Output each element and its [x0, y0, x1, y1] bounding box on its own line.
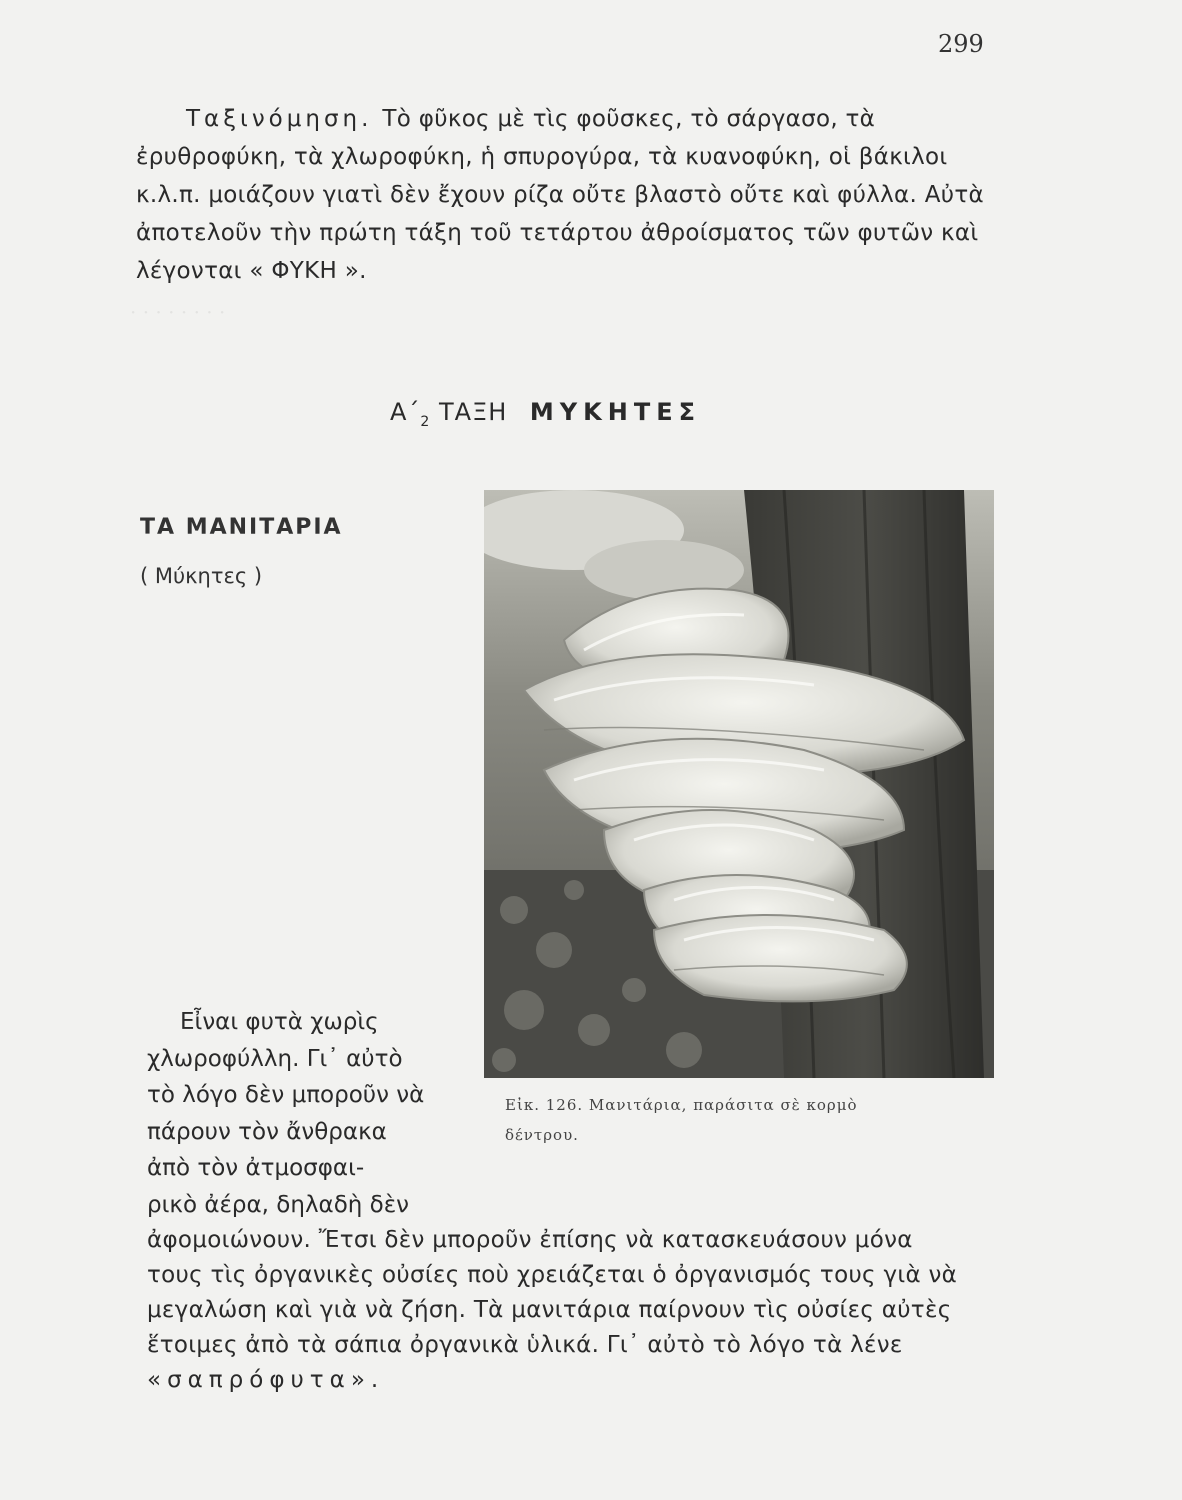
body-line: ρικὸ ἀέρα, δηλαδὴ δὲν [147, 1191, 410, 1218]
body-line: χλωροφύλλη. Γι᾽ αὐτὸ [147, 1045, 403, 1072]
intro-lead: Ταξινόμηση. [186, 106, 373, 132]
topic-subtitle: ( Μύκητες ) [140, 564, 263, 588]
section-name: ΜΥΚΗΤΕΣ [529, 398, 702, 426]
body-line: τους τὶς ὀργανικὲς οὐσίες ποὺ χρειάζεται ὁ ὀργανισμός τους γιὰ νὰ [147, 1262, 958, 1288]
section-taxis: ΤΑΞΗ [438, 398, 508, 426]
page-number: 299 [938, 30, 984, 58]
caption-line-1: Εἰκ. 126. Μανιτάρια, παράσιτα σὲ κορμὸ [505, 1096, 858, 1114]
saprophyte-term: «σαπρόφυτα». [147, 1367, 385, 1393]
show-through-text: · · · · · · · · [130, 300, 226, 324]
body-line: τὸ λόγο δὲν μποροῦν νὰ [147, 1082, 425, 1108]
body-narrow-column [147, 1004, 447, 1223]
figure-caption [505, 1090, 1005, 1150]
section-heading [390, 398, 701, 430]
topic-title: ΤΑ ΜΑΝΙΤΑΡΙΑ [140, 515, 343, 540]
mushroom-photo-image [484, 490, 994, 1078]
caption-line-2: δέντρου. [505, 1126, 579, 1144]
body-wide-column [147, 1223, 1007, 1398]
body-line: ἕτοιμες ἀπὸ τὰ σάπια ὀργανικὰ ὑλικά. Γι᾽ αὐτὸ τὸ λόγο τὰ λένε [147, 1332, 903, 1358]
mushroom-photo [484, 490, 994, 1078]
body-line: ἀπὸ τὸν ἀτμοσφαι- [147, 1155, 365, 1181]
section-sub: 2 [420, 413, 431, 430]
intro-text: Τὸ φῦκος μὲ τὶς φοῦσκες, τὸ σάργασο, τὰ ἐρυθροφύκη, τὰ χλωροφύκη, ἡ σπυρογύρα, τὰ κυανοφύκη, οἱ βάκιλοι κ.λ.π. μοιάζουν γιατὶ δὲν ἔχουν ρίζα οὔτε βλαστὸ οὔτε καὶ φύλλα. Αὐτὰ ἀποτελοῦν τὴν πρώτη τάξη τοῦ τετάρτου ἀθροίσματος τῶν φυτῶν καὶ λέγονται « ΦΥΚΗ ». [136, 106, 984, 284]
section-prefix: Α΄ [390, 398, 421, 426]
body-line: μεγαλώση καὶ γιὰ νὰ ζήση. Τὰ μανιτάρια παίρνουν τὶς οὐσίες αὐτὲς [147, 1297, 952, 1323]
body-line: πάρουν τὸν ἄνθρακα [147, 1118, 387, 1145]
body-line: Εἶναι φυτὰ χωρὶς [180, 1009, 379, 1035]
intro-paragraph [136, 100, 996, 290]
body-line: ἀφομοιώνουν. Ἔτσι δὲν μποροῦν ἐπίσης νὰ κατασκευάσουν μόνα [147, 1227, 913, 1253]
